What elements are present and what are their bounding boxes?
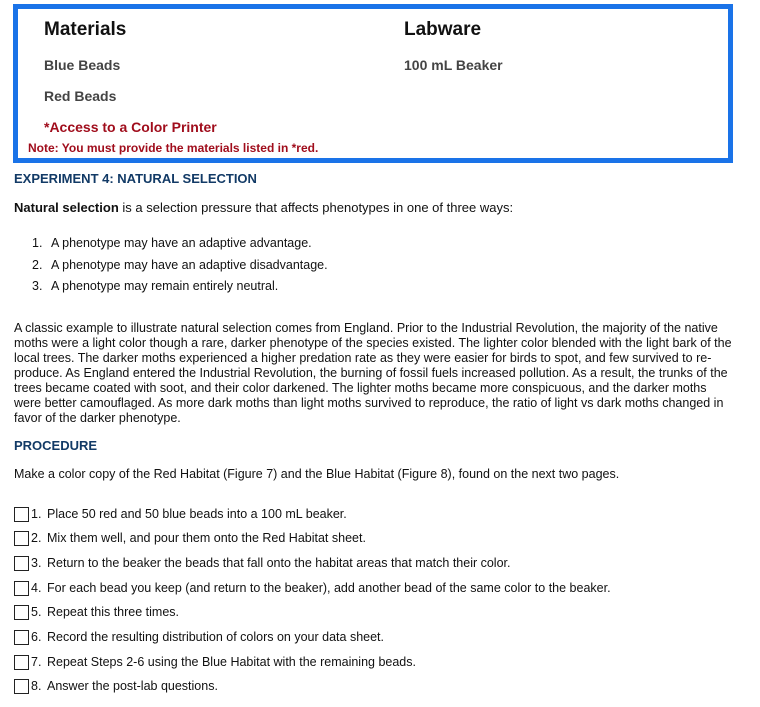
procedure-heading: PROCEDURE	[14, 438, 98, 453]
way-text: A phenotype may have an adaptive advantage.	[51, 236, 312, 250]
material-blue-beads: Blue Beads	[44, 57, 121, 73]
step-number: 4.	[31, 581, 42, 595]
step-number: 3.	[31, 556, 42, 570]
procedure-step	[14, 677, 218, 695]
procedure-intro: Make a color copy of the Red Habitat (Figure 7) and the Blue Habitat (Figure 8), found on the next two pages.	[14, 467, 620, 481]
way-number: 1.	[32, 236, 43, 250]
labware-heading: Labware	[404, 19, 482, 40]
materials-note: Note: You must provide the materials listed in *red.	[28, 141, 319, 155]
way-item	[32, 236, 312, 250]
labware-beaker: 100 mL Beaker	[404, 57, 503, 73]
procedure-step	[14, 554, 510, 572]
step-checkbox[interactable]	[14, 581, 29, 596]
materials-box	[13, 4, 733, 163]
material-color-printer: *Access to a Color Printer	[44, 119, 217, 135]
procedure-step	[14, 628, 384, 646]
step-text: Repeat this three times.	[47, 605, 180, 619]
way-text: A phenotype may remain entirely neutral.	[51, 279, 279, 293]
way-item	[32, 279, 278, 293]
step-checkbox[interactable]	[14, 605, 29, 620]
step-checkbox[interactable]	[14, 655, 29, 670]
step-checkbox[interactable]	[14, 531, 29, 546]
procedure-step	[14, 579, 611, 597]
step-text: Repeat Steps 2-6 using the Blue Habitat with the remaining beads.	[47, 655, 416, 669]
step-text: Place 50 red and 50 blue beads into a 100 mL beaker.	[47, 507, 347, 521]
way-text: A phenotype may have an adaptive disadvantage.	[51, 258, 328, 272]
step-number: 2.	[31, 531, 42, 545]
materials-heading: Materials	[44, 19, 127, 40]
way-number: 3.	[32, 279, 43, 293]
way-number: 2.	[32, 258, 43, 272]
moth-example-paragraph: A classic example to illustrate natural selection comes from England. Prior to the Industrial Revolution, the majority of the native moths were a light color though a rare, darker phenotype of the species existed. The lighter color blended with the light bark of the local trees. The darker moths experienced a higher predation rate as they were easier for birds to spot, and few survived to re-produce. As England entered the Industrial Revolution, the burning of fossil fuels increased pollution. As a result, the trunks of the trees became coated with soot, and their color darkened. The lighter moths became more conspicuous, and the darker moths were better camouflaged. As more dark moths than light moths survived to reproduce, the ratio of light vs dark moths changed in favor of the darker phenotype.	[14, 321, 732, 425]
step-checkbox[interactable]	[14, 556, 29, 571]
step-number: 7.	[31, 655, 42, 669]
step-checkbox[interactable]	[14, 679, 29, 694]
step-number: 1.	[31, 507, 42, 521]
step-number: 5.	[31, 605, 42, 619]
step-text: Answer the post-lab questions.	[47, 679, 218, 693]
step-checkbox[interactable]	[14, 507, 29, 522]
procedure-step	[14, 529, 366, 547]
step-text: Return to the beaker the beads that fall onto the habitat areas that match their color.	[47, 556, 511, 570]
experiment-heading: EXPERIMENT 4: NATURAL SELECTION	[14, 171, 257, 186]
step-text: Record the resulting distribution of colors on your data sheet.	[47, 630, 384, 644]
intro-bold-term: Natural selection	[14, 200, 119, 215]
procedure-step	[14, 505, 347, 523]
step-number: 8.	[31, 679, 42, 693]
material-red-beads: Red Beads	[44, 88, 117, 104]
way-item	[32, 258, 328, 272]
procedure-step	[14, 603, 179, 621]
procedure-step	[14, 653, 416, 671]
step-text: Mix them well, and pour them onto the Red Habitat sheet.	[47, 531, 366, 545]
intro-rest: is a selection pressure that affects phenotypes in one of three ways:	[118, 200, 514, 215]
step-text: For each bead you keep (and return to the beaker), add another bead of the same color to the beaker.	[47, 581, 611, 595]
step-number: 6.	[31, 630, 42, 644]
natural-selection-intro	[14, 200, 513, 215]
step-checkbox[interactable]	[14, 630, 29, 645]
